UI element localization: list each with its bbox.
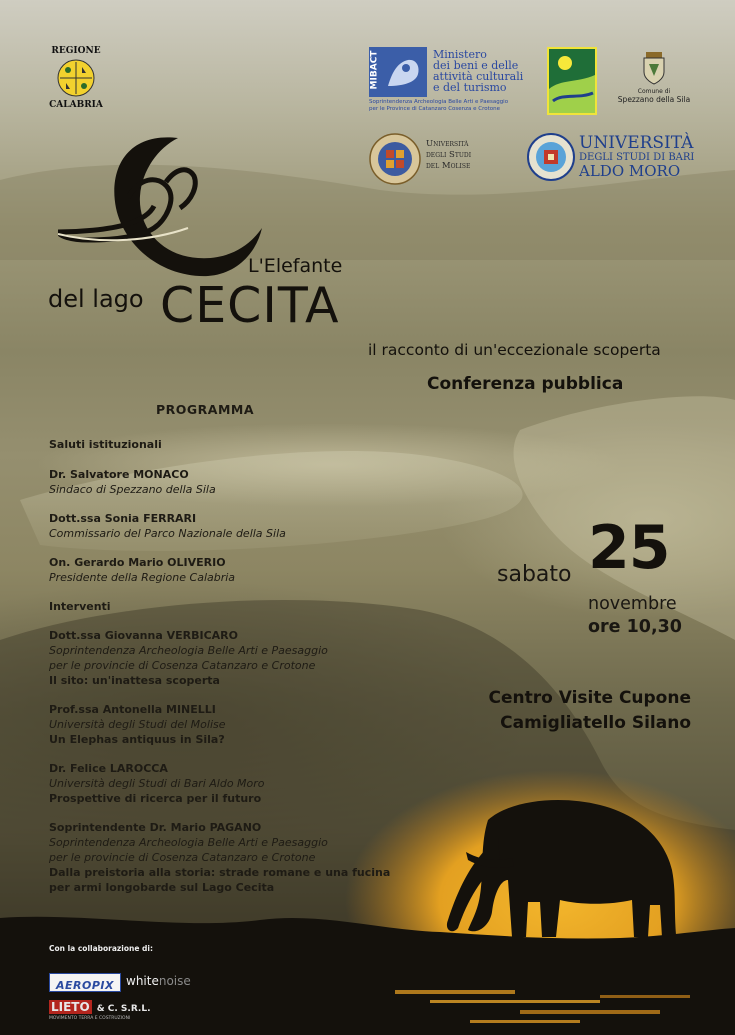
greeting-item [49,467,216,497]
talks-heading: Interventi [49,600,111,613]
speaker-name: Dr. Felice LAROCCA [49,762,168,775]
event-type: Conferenza pubblica [427,374,624,394]
molise-logo [369,133,489,189]
mibact-subtitle [369,99,508,113]
title-line-small: L'Elefante [248,255,343,277]
sponsor-lieto-b: & C. S.R.L. [96,1004,151,1014]
speaker-role: Università degli Studi del Molise [49,718,226,731]
comune-logo [610,50,698,104]
subtitle: il racconto di un'eccezionale scoperta [368,341,661,359]
speaker-role: Soprintendenza Archeologia Belle Arti e Paesaggio [49,836,328,849]
molise-line3: del Molise [426,161,471,171]
molise-line2: degli Studi [426,150,472,160]
mibact-name [433,49,523,93]
greeting-item [49,555,235,585]
event-day: 25 [588,513,670,583]
regione-calabria-logo [40,46,112,110]
bari-line3: ALDO MORO [579,162,681,180]
talk-item [49,761,265,806]
speaker-name: Soprintendente Dr. Mario PAGANO [49,821,262,834]
sponsor-lieto-fine: MOVIMENTO TERRA E COSTRUZIONI [49,1016,131,1021]
collab-label: Con la collaborazione di: [49,944,153,953]
mibact-sub2: per le Province di Catanzaro Cosenza e Crotone [369,106,501,112]
speaker-name: On. Gerardo Mario OLIVERIO [49,556,226,569]
event-time: ore 10,30 [588,617,682,637]
talk-title: Prospettive di ricerca per il futuro [49,792,262,805]
bari-line1: UNIVERSITÀ [579,133,694,153]
molise-name [426,139,471,172]
title-main: CECITA [160,277,340,334]
talk-item [49,820,390,895]
sponsor-whitenoise-a: white [126,974,159,988]
speaker-role: Sindaco di Spezzano della Sila [49,483,216,496]
park-logo [547,47,597,115]
park-sun-icon [549,49,595,113]
bari-name [579,135,694,179]
event-venue: Centro Visite Cupone [488,688,691,708]
sponsor-whitenoise-b: noise [158,974,191,988]
speaker-role: Università degli Studi di Bari Aldo Moro [49,777,265,790]
speaker-name: Dr. Salvatore MONACO [49,468,189,481]
mibact-figure-icon [384,52,424,92]
region-crest-icon [56,58,96,98]
sponsor-lieto-logo [49,996,151,1021]
comune-crest-icon [640,50,668,86]
molise-seal-icon [369,133,421,185]
event-month: novembre [588,594,677,614]
talk-title-line2: per armi longobarde sul Lago Cecita [49,881,275,894]
greeting-item [49,511,286,541]
mibact-acronym: MIBACT [369,50,380,90]
talk-item [49,702,226,747]
speaker-name: Prof.ssa Antonella MINELLI [49,703,216,716]
mibact-sub1: Soprintendenza Archeologia Belle Arti e Paesaggio [369,99,509,105]
mibact-line2: dei beni e delle [433,59,519,72]
region-bottom-text: CALABRIA [49,100,103,110]
bari-logo [527,133,699,185]
sponsor-aeropix-logo [49,973,121,992]
mibact-line3: attività culturali [433,70,524,83]
speaker-name: Dott.ssa Giovanna VERBICARO [49,629,238,642]
event-city: Camigliatello Silano [500,713,691,733]
speaker-name: Dott.ssa Sonia FERRARI [49,512,197,525]
greetings-heading: Saluti istituzionali [49,438,162,451]
talk-item [49,628,328,688]
title-prefix: del lago [48,285,144,313]
molise-line1: Università [426,139,469,149]
crescent-elephant-logo [58,128,268,288]
mibact-logo [369,47,539,117]
speaker-role-line2: per le provincie di Cosenza Catanzaro e Crotone [49,851,316,864]
speaker-role-line2: per le provincie di Cosenza Catanzaro e Crotone [49,659,316,672]
speaker-role: Commissario del Parco Nazionale della Sila [49,527,286,540]
sponsor-whitenoise-logo [126,973,191,990]
region-top-text: REGIONE [51,46,101,56]
comune-line2: Spezzano della Sila [617,95,691,104]
speaker-role: Presidente della Regione Calabria [49,571,236,584]
talk-title: Un Elephas antiquus in Sila? [49,733,225,746]
sponsor-lieto-a: LIETO [51,1000,90,1014]
comune-line1: Comune di [637,88,671,95]
bari-line2: DEGLI STUDI DI BARI [579,152,695,163]
mibact-line4: e del turismo [433,81,507,94]
mibact-line1: Ministero [433,48,487,61]
mibact-emblem [369,47,427,97]
talk-title: Dalla preistoria alla storia: strade romane e una fucina [49,866,391,879]
speaker-role: Soprintendenza Archeologia Belle Arti e Paesaggio [49,644,328,657]
sponsor-aeropix-text: AEROPIX [56,979,114,992]
bari-seal-icon [527,133,575,181]
event-weekday: sabato [497,562,572,587]
program-heading: PROGRAMMA [156,402,255,417]
talk-title: Il sito: un'inattesa scoperta [49,674,220,687]
